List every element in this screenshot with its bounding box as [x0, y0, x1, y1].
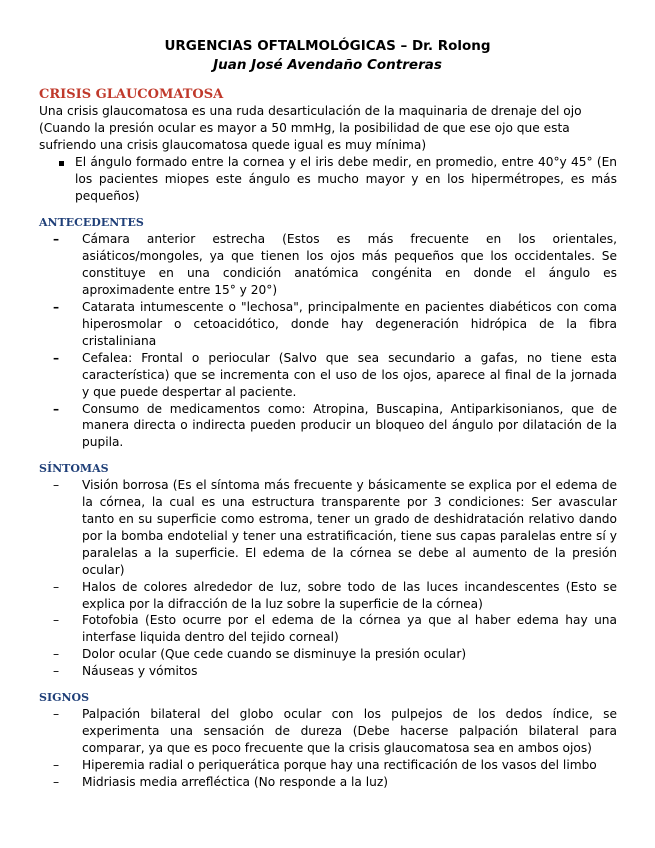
list-item: El ángulo formado entre la cornea y el iris debe medir, en promedio, entre 40°y 45° (En los pacientes miopes este ángulo es mucho mayor y en los hipermétropes, es más pequeños)	[39, 154, 617, 205]
heading-sintomas: SÍNTOMAS	[39, 462, 109, 476]
intro-paragraph: Una crisis glaucomatosa es una ruda desarticulación de la maquinaria de drenaje del ojo (Cuando la presión ocular es mayor a 50 mmHg, la posibilidad de que ese ojo que esta sufriendo una crisis glaucomatosa quede igual es muy mínima)	[39, 104, 582, 152]
document-author: Juan José Avendaño Contreras	[213, 57, 442, 73]
antecedentes-list	[39, 231, 617, 451]
heading-crisis-glaucomatosa: CRISIS GLAUCOMATOSA	[39, 87, 224, 102]
crisis-bullet-list	[39, 154, 617, 205]
list-item: – Catarata intumescente o "lechosa", principalmente en pacientes diabéticos con coma hiperosmolar o cetoacidótico, donde hay degeneración hidrópica de la fibra cristaliniana	[39, 299, 617, 350]
heading-signos: SIGNOS	[39, 691, 90, 705]
sintomas-list	[39, 477, 617, 680]
heading-antecedentes: ANTECEDENTES	[39, 216, 144, 230]
signos-list	[39, 706, 617, 791]
list-item: – Dolor ocular (Que cede cuando se disminuye la presión ocular)	[39, 646, 617, 663]
list-item: – Cámara anterior estrecha (Estos es más frecuente en los orientales, asiáticos/mongoles, ya que tienen los ojos más pequeños que los occidentales. Se constituye en una condición anatómica congénita en donde el ángulo es aproximadente entre 15° y 20°)	[39, 231, 617, 299]
list-item: – Fotofobia (Esto ocurre por el edema de la córnea ya que al haber edema hay una interfase liquida dentro del tejido corneal)	[39, 612, 617, 646]
list-item: – Visión borrosa (Es el síntoma más frecuente y básicamente se explica por el edema de la córnea, la cual es una estructura transparente por 3 condiciones: Ser avascular tanto en su superficie como estroma, tener un grado de deshidratación relativo dando por la bomba endotelial y tener una estratificación, tiene sus capas paralelas entre sí y paralelas a la superficie. El edema de la córnea se debe al aumento de la presión ocular)	[39, 477, 617, 578]
document-title: URGENCIAS OFTALMOLÓGICAS – Dr. Rolong	[164, 38, 491, 54]
list-item: – Halos de colores alrededor de luz, sobre todo de las luces incandescentes (Esto se explica por la difracción de la luz sobre la superficie de la córnea)	[39, 579, 617, 613]
document-header	[0, 37, 655, 75]
list-item: – Náuseas y vómitos	[39, 663, 617, 680]
list-item: – Hiperemia radial o periquerática porque hay una rectificación de los vasos del limbo	[39, 757, 617, 774]
list-item: – Cefalea: Frontal o periocular (Salvo que sea secundario a gafas, no tiene esta característica) que se incrementa con el uso de los ojos, aparece al final de la jornada y que puede despertar al paciente.	[39, 350, 617, 401]
list-item: – Palpación bilateral del globo ocular con los pulpejos de los dedos índice, se experimenta una sensación de dureza (Debe hacerse palpación bilateral para comparar, ya que es poco frecuente que la crisis glaucomatosa sea en ambos ojos)	[39, 706, 617, 757]
list-item: – Midriasis media arrefléctica (No responde a la luz)	[39, 774, 617, 791]
list-item: – Consumo de medicamentos como: Atropina, Buscapina, Antiparkisonianos, que de manera directa o indirecta pueden producir un bloqueo del ángulo por dilatación de la pupila.	[39, 401, 617, 452]
document-body	[39, 86, 617, 791]
